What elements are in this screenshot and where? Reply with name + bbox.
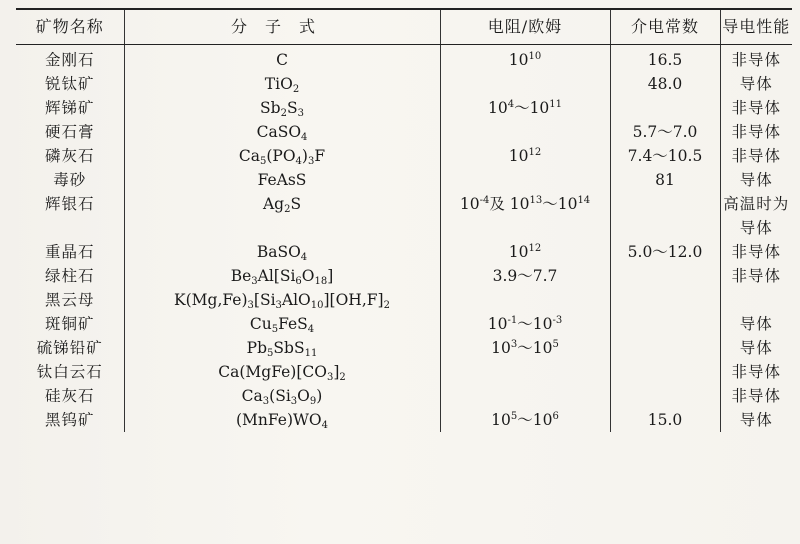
formula-cell: C <box>124 45 440 73</box>
table-body <box>16 45 792 433</box>
resistance-cell <box>440 384 610 408</box>
conductivity-cell: 导体 <box>720 168 792 192</box>
table-row <box>16 120 792 144</box>
dielectric-cell: 7.4～10.5 <box>610 144 720 168</box>
conductivity-cell: 非导体 <box>720 240 792 264</box>
name-cell: 钛白云石 <box>36 363 103 381</box>
header-formula: 分子式 <box>124 9 440 45</box>
conductivity-cell: 非导体 <box>720 360 792 384</box>
formula-cell: $K(Mg,Fe)_3[Si_3AlO_{10}][OH,F]_2$ <box>124 288 440 312</box>
name-cell: 重晶石 <box>44 243 95 261</box>
conductivity-cell: 非导体 <box>720 264 792 288</box>
table-row <box>16 72 792 96</box>
table-row <box>16 240 792 264</box>
resistance-cell: $10^{12}$ <box>440 240 610 264</box>
table-row <box>16 336 792 360</box>
resistance-cell: $10^4\sim 10^{11}$ <box>440 96 610 120</box>
table-row <box>16 144 792 168</box>
name-cell: 斑铜矿 <box>44 315 95 333</box>
formula-cell: $Ca_3(Si_3O_9)$ <box>124 384 440 408</box>
dielectric-cell: 48.0 <box>610 72 720 96</box>
header-name: 矿物名称 <box>16 9 124 45</box>
formula-cell: $Ca_5(PO_4)_3F$ <box>124 144 440 168</box>
resistance-cell: $10^5\sim 10^6$ <box>440 408 610 432</box>
conductivity-cell: 非导体 <box>720 45 792 73</box>
formula-cell: $Sb_2S_3$ <box>124 96 440 120</box>
resistance-cell: $10^{-1}\sim 10^{-3}$ <box>440 312 610 336</box>
dielectric-cell: 5.0～12.0 <box>610 240 720 264</box>
dielectric-cell: 15.0 <box>610 408 720 432</box>
dielectric-cell: 16.5 <box>610 45 720 73</box>
table-row <box>16 408 792 432</box>
table-row <box>16 264 792 288</box>
name-cell: 绿柱石 <box>44 267 95 285</box>
conductivity-cell: 非导体 <box>720 96 792 120</box>
formula-cell: $Cu_5FeS_4$ <box>124 312 440 336</box>
name-cell: 辉锑矿 <box>44 99 95 117</box>
name-cell: 毒砂 <box>53 171 87 189</box>
name-cell: 辉银石 <box>44 195 95 213</box>
table-row <box>16 45 792 73</box>
conductivity-cell: 导体 <box>720 408 792 432</box>
formula-cell: $Be_3Al[Si_6O_{18}]$ <box>124 264 440 288</box>
table-row <box>16 384 792 408</box>
mineral-table <box>16 8 792 432</box>
dielectric-cell <box>610 264 720 288</box>
conductivity-cell: 导体 <box>720 72 792 96</box>
resistance-cell: $10^{-4}$及 $10^{13}\sim 10^{14}$ <box>440 192 610 240</box>
formula-cell: $Ca(MgFe)[CO_3]_2$ <box>124 360 440 384</box>
dielectric-cell <box>610 336 720 360</box>
resistance-cell <box>440 288 610 312</box>
table-row <box>16 312 792 336</box>
dielectric-cell: 81 <box>610 168 720 192</box>
conductivity-cell: 非导体 <box>720 120 792 144</box>
dielectric-cell <box>610 384 720 408</box>
formula-cell: FeAsS <box>124 168 440 192</box>
resistance-cell: $10^3\sim 10^5$ <box>440 336 610 360</box>
dielectric-cell <box>610 360 720 384</box>
resistance-cell: $10^{10}$ <box>440 45 610 73</box>
name-cell: 磷灰石 <box>44 147 95 165</box>
formula-cell: TiO$_2$ <box>124 72 440 96</box>
formula-cell: CaSO$_4$ <box>124 120 440 144</box>
header-dielectric: 介电常数 <box>610 9 720 45</box>
dielectric-cell: 5.7～7.0 <box>610 120 720 144</box>
resistance-cell <box>440 168 610 192</box>
table-row <box>16 192 792 240</box>
resistance-cell <box>440 360 610 384</box>
formula-cell: $(MnFe)WO_4$ <box>124 408 440 432</box>
header-row <box>16 9 792 45</box>
name-cell: 黑云母 <box>44 291 95 309</box>
formula-cell: $Pb_5SbS_{11}$ <box>124 336 440 360</box>
name-cell: 硫锑铅矿 <box>36 339 103 357</box>
dielectric-cell <box>610 192 720 240</box>
header-conductivity: 导电性能 <box>720 9 792 45</box>
conductivity-cell: 导体 <box>720 312 792 336</box>
dielectric-cell <box>610 312 720 336</box>
header-resistance: 电阻/欧姆 <box>440 9 610 45</box>
table-row <box>16 360 792 384</box>
dielectric-cell <box>610 96 720 120</box>
name-cell: 金刚石 <box>44 51 95 69</box>
table-row <box>16 168 792 192</box>
table-row <box>16 288 792 312</box>
name-cell: 硬石膏 <box>44 123 95 141</box>
conductivity-cell: 非导体 <box>720 144 792 168</box>
conductivity-cell: 非导体 <box>720 384 792 408</box>
conductivity-cell: 导体 <box>720 336 792 360</box>
table-row <box>16 96 792 120</box>
resistance-cell <box>440 120 610 144</box>
resistance-cell: $10^{12}$ <box>440 144 610 168</box>
resistance-cell <box>440 72 610 96</box>
name-cell: 锐钛矿 <box>44 75 95 93</box>
formula-cell: $Ag_2S$ <box>124 192 440 240</box>
conductivity-cell: 高温时为导体 <box>720 192 792 240</box>
name-cell: 硅灰石 <box>44 387 95 405</box>
conductivity-cell <box>720 288 792 312</box>
dielectric-cell <box>610 288 720 312</box>
name-cell: 黑钨矿 <box>44 411 95 429</box>
resistance-cell: 3.9～7.7 <box>440 264 610 288</box>
formula-cell: BaSO$_4$ <box>124 240 440 264</box>
